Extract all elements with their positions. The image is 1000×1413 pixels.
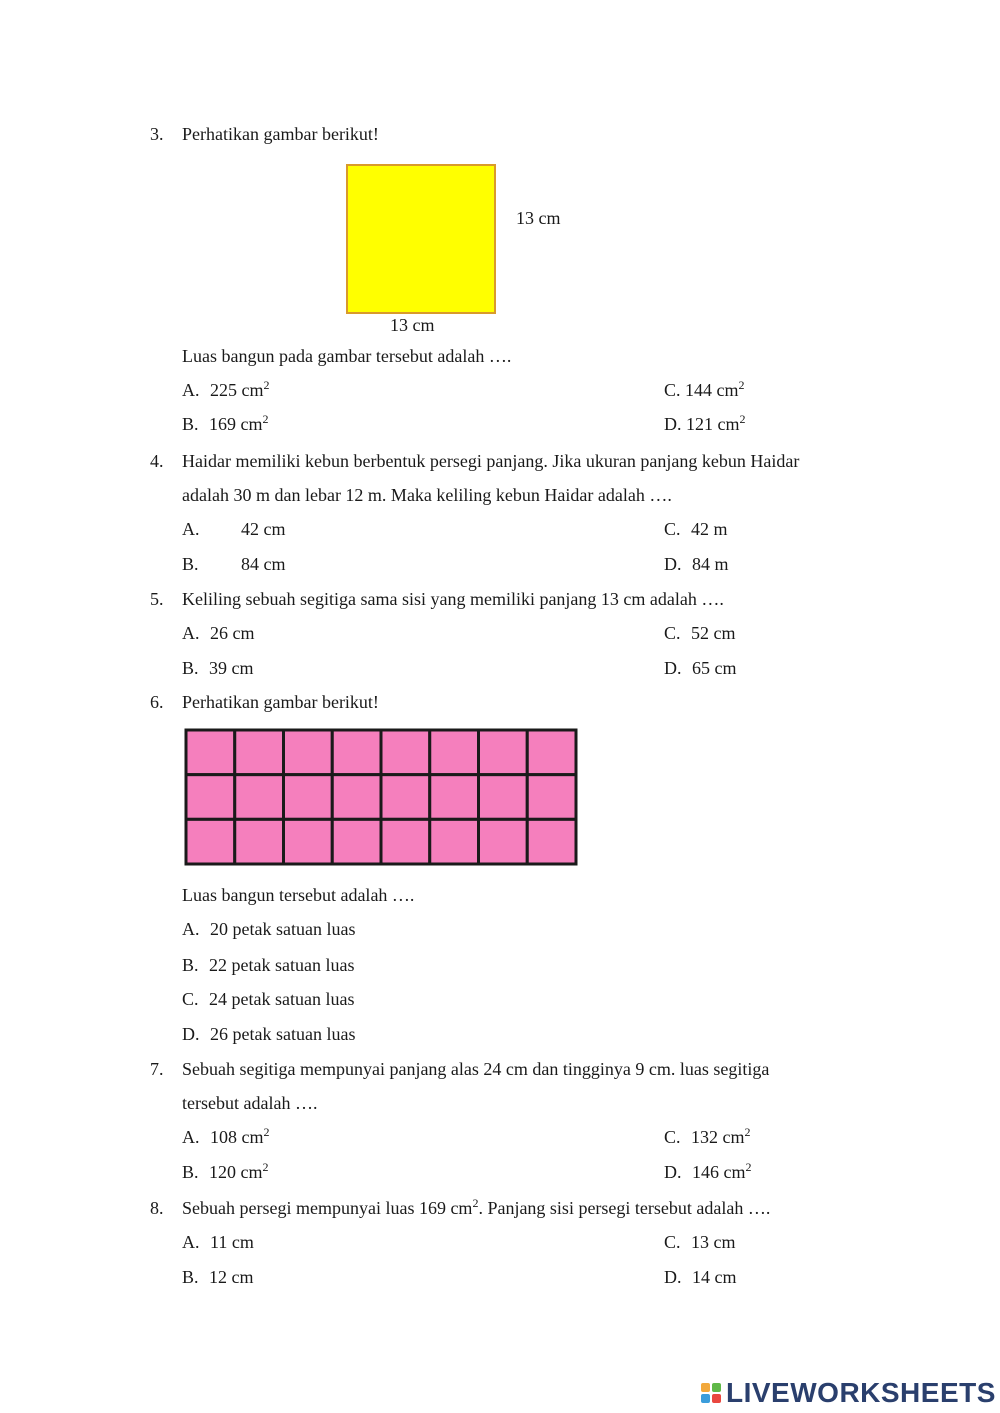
q6-option-c-label: C. [182, 989, 199, 1009]
q8-option-b-value: 12 cm [209, 1267, 254, 1287]
q6-option-b[interactable] [182, 956, 354, 974]
q8-option-a-value: 11 cm [210, 1232, 254, 1252]
q3-side-bottom-label: 13 cm [390, 315, 435, 335]
q7-option-c-label: C. [664, 1127, 681, 1147]
q4-option-a-label: A. [182, 519, 200, 539]
q3-option-c[interactable] [664, 378, 745, 400]
grid-cell [430, 730, 479, 775]
q8-option-a-label: A. [182, 1232, 200, 1252]
q4-option-d-label: D. [664, 554, 682, 574]
grid-cell [284, 730, 333, 775]
q7-option-c[interactable] [664, 1125, 751, 1147]
grid-cell [332, 819, 381, 864]
q3-option-b-value: 169 cm [209, 414, 263, 434]
q8-option-c-label: C. [664, 1232, 681, 1252]
q3-option-b-label: B. [182, 414, 199, 434]
q4-option-a-value: 42 cm [241, 519, 286, 539]
q3-option-c-value: 144 cm [685, 380, 739, 400]
grid-cell [332, 730, 381, 775]
q4-option-c[interactable] [664, 520, 728, 538]
q7-option-a-label: A. [182, 1127, 200, 1147]
q4-option-c-value: 42 m [691, 519, 728, 539]
q5-text: Keliling sebuah segitiga sama sisi yang memiliki panjang 13 cm adalah …. [182, 589, 724, 609]
q3-option-a-label: A. [182, 380, 200, 400]
q6-option-d-value: 26 petak satuan luas [210, 1024, 356, 1044]
grid-cell [479, 730, 528, 775]
grid-cell [186, 775, 235, 820]
q7-option-b-sup: 2 [262, 1160, 269, 1174]
q3-prompt: Luas bangun pada gambar tersebut adalah …. [182, 346, 512, 366]
q8-option-c-value: 13 cm [691, 1232, 736, 1252]
q7-text-line2: tersebut adalah …. [182, 1093, 318, 1113]
q3-option-c-label: C. [664, 380, 681, 400]
q7-option-b[interactable] [182, 1160, 269, 1182]
grid-cell [186, 819, 235, 864]
logo-icon-square [701, 1394, 710, 1403]
q8-option-d-value: 14 cm [692, 1267, 737, 1287]
q6-option-a[interactable] [182, 920, 355, 938]
q8-option-d-label: D. [664, 1267, 682, 1287]
q6-option-d-label: D. [182, 1024, 200, 1044]
q8-number: 8. [150, 1198, 164, 1218]
q7-option-d-label: D. [664, 1162, 682, 1182]
q7-option-d[interactable] [664, 1160, 752, 1182]
logo-icon-square [701, 1383, 710, 1392]
q4-number: 4. [150, 451, 164, 471]
q4-text-line1: Haidar memiliki kebun berbentuk persegi panjang. Jika ukuran panjang kebun Haidar [182, 451, 800, 471]
q5-number: 5. [150, 589, 164, 609]
q8-text-before: Sebuah persegi mempunyai luas 169 cm [182, 1198, 473, 1218]
logo-icon-square [712, 1383, 721, 1392]
q5-option-b-label: B. [182, 658, 199, 678]
liveworksheets-grid-icon [700, 1382, 722, 1404]
q8-option-d[interactable] [664, 1268, 737, 1286]
q6-grid-figure [184, 728, 580, 866]
q7-option-a-value: 108 cm [210, 1127, 264, 1147]
q8-text-after: . Panjang sisi persegi tersebut adalah …. [478, 1198, 771, 1218]
grid-cell [381, 819, 430, 864]
q5-option-b-value: 39 cm [209, 658, 254, 678]
q3-option-d-sup: 2 [739, 412, 746, 426]
q7-option-b-label: B. [182, 1162, 199, 1182]
q4-option-b-value: 84 cm [241, 554, 286, 574]
q4-option-d-value: 84 m [692, 554, 729, 574]
q6-text: Perhatikan gambar berikut! [182, 692, 379, 712]
grid-cell [479, 775, 528, 820]
q7-option-d-value: 146 cm [692, 1162, 746, 1182]
q8-text-sup: 2 [472, 1196, 479, 1210]
grid-cell [479, 819, 528, 864]
q7-option-a-sup: 2 [263, 1125, 270, 1139]
q6-option-c-value: 24 petak satuan luas [209, 989, 355, 1009]
grid-cell [527, 775, 576, 820]
q4-option-c-label: C. [664, 519, 681, 539]
q7-option-b-value: 120 cm [209, 1162, 263, 1182]
q8-option-b[interactable] [182, 1268, 254, 1286]
q3-option-d[interactable] [664, 412, 746, 434]
q5-option-a-label: A. [182, 623, 200, 643]
liveworksheets-logo [700, 1378, 996, 1408]
q5-option-b[interactable] [182, 659, 254, 677]
q5-option-d[interactable] [664, 659, 737, 677]
q6-number: 6. [150, 692, 164, 712]
q3-option-b[interactable] [182, 412, 269, 434]
q7-number: 7. [150, 1059, 164, 1079]
grid-cell [381, 775, 430, 820]
q3-option-a-value: 225 cm [210, 380, 264, 400]
q6-prompt: Luas bangun tersebut adalah …. [182, 885, 415, 905]
q4-option-b[interactable] [182, 554, 286, 574]
q5-option-c-label: C. [664, 623, 681, 643]
grid-cell [332, 775, 381, 820]
q3-square-figure [346, 164, 496, 314]
grid-cell [235, 819, 284, 864]
grid-cell [186, 730, 235, 775]
q8-option-b-label: B. [182, 1267, 199, 1287]
q6-option-b-label: B. [182, 955, 199, 975]
q7-option-d-sup: 2 [745, 1160, 752, 1174]
liveworksheets-logo-text: LIVEWORKSHEETS [726, 1377, 996, 1408]
grid-cell [381, 730, 430, 775]
q4-option-a[interactable] [182, 519, 286, 539]
q5-option-c[interactable] [664, 624, 736, 642]
grid-cell [235, 730, 284, 775]
q6-option-a-label: A. [182, 919, 200, 939]
q5-option-a-value: 26 cm [210, 623, 255, 643]
grid-cell [284, 775, 333, 820]
grid-cell [235, 775, 284, 820]
q3-option-d-value: 121 cm [686, 414, 740, 434]
q8-option-c[interactable] [664, 1233, 736, 1251]
q6-option-a-value: 20 petak satuan luas [210, 919, 356, 939]
q7-option-c-sup: 2 [744, 1125, 751, 1139]
q5-option-c-value: 52 cm [691, 623, 736, 643]
q3-option-d-label: D. [664, 414, 682, 434]
grid-cell [284, 819, 333, 864]
q5-option-a[interactable] [182, 624, 255, 642]
q4-option-b-label: B. [182, 554, 199, 574]
grid-cell [527, 819, 576, 864]
q7-option-c-value: 132 cm [691, 1127, 745, 1147]
q3-option-a[interactable] [182, 378, 270, 400]
q5-option-d-label: D. [664, 658, 682, 678]
q3-text: Perhatikan gambar berikut! [182, 124, 379, 144]
grid-cell [430, 819, 479, 864]
q8-text [182, 1196, 771, 1218]
q4-option-d[interactable] [664, 555, 729, 573]
q3-number: 3. [150, 124, 164, 144]
grid-cell [430, 775, 479, 820]
q3-side-right-label: 13 cm [516, 208, 561, 228]
q6-option-c[interactable] [182, 990, 354, 1008]
q3-option-a-sup: 2 [263, 378, 270, 392]
q4-text-line2: adalah 30 m dan lebar 12 m. Maka keliling kebun Haidar adalah …. [182, 485, 672, 505]
q3-option-c-sup: 2 [738, 378, 745, 392]
q7-option-a[interactable] [182, 1125, 270, 1147]
q3-option-b-sup: 2 [262, 412, 269, 426]
q8-option-a[interactable] [182, 1233, 254, 1251]
q5-option-d-value: 65 cm [692, 658, 737, 678]
logo-icon-square [712, 1394, 721, 1403]
grid-cell [527, 730, 576, 775]
q6-option-d[interactable] [182, 1025, 355, 1043]
q7-text-line1: Sebuah segitiga mempunyai panjang alas 24 cm dan tingginya 9 cm. luas segitiga [182, 1059, 770, 1079]
q6-option-b-value: 22 petak satuan luas [209, 955, 355, 975]
